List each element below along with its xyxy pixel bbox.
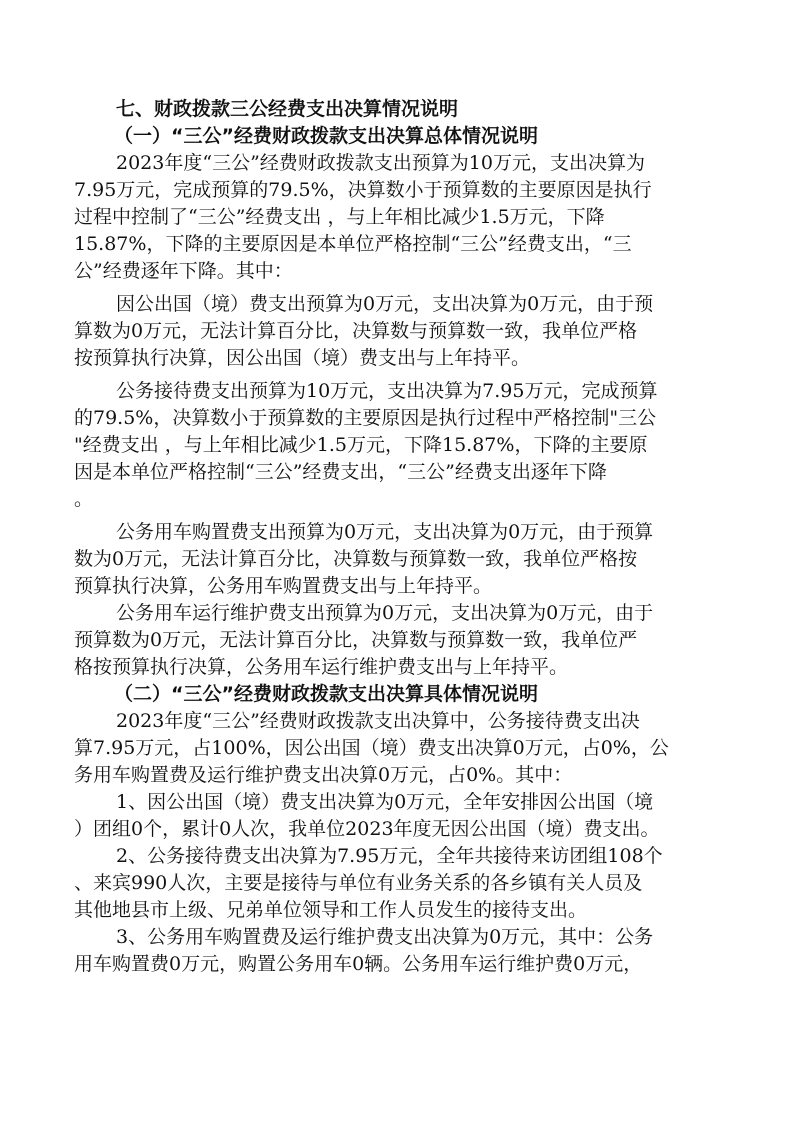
subsection-heading-2: （二）“三公”经费财政拨款支出决算具体情况说明 bbox=[114, 683, 538, 705]
paragraph-line: 15.87%，下降的主要原因是本单位严格控制“三公”经费支出，“三 bbox=[74, 233, 632, 255]
paragraph-line: 预算执行决算，公务用车购置费支出与上年持平。 bbox=[74, 575, 493, 597]
paragraph-line: 公”经费逐年下降。其中： bbox=[74, 260, 293, 282]
section-heading: 七、财政拨款三公经费支出决算情况说明 bbox=[116, 98, 459, 120]
paragraph-line: 算数为0万元，无法计算百分比，决算数与预算数一致，我单位严格 bbox=[74, 320, 638, 342]
paragraph-line: 。 bbox=[74, 488, 94, 510]
document-page bbox=[74, 96, 724, 978]
paragraph-line: 2023年度“三公”经费财政拨款支出预算为10万元，支出决算为 bbox=[116, 152, 645, 174]
paragraph-line: 公务用车运行维护费支出预算为0万元，支出决算为0万元，由于 bbox=[116, 602, 654, 624]
paragraph-line: 公务用车购置费支出预算为0万元，支出决算为0万元，由于预算 bbox=[116, 521, 654, 543]
paragraph-line: 公务接待费支出预算为10万元，支出决算为7.95万元，完成预算 bbox=[116, 380, 658, 402]
paragraph-line: 2023年度“三公”经费财政拨款支出决算中，公务接待费支出决 bbox=[116, 710, 640, 732]
paragraph-line: 7.95万元，完成预算的79.5%，决算数小于预算数的主要原因是执行 bbox=[74, 179, 652, 201]
paragraph-line: 预算数为0万元，无法计算百分比，决算数与预算数一致，我单位严 bbox=[74, 629, 638, 651]
paragraph-line: 其他地县市上级、兄弟单位领导和工作人员发生的接待支出。 bbox=[74, 899, 588, 921]
paragraph-line: "经费支出 ，与上年相比减少1.5万元，下降15.87%，下降的主要原 bbox=[74, 434, 648, 456]
paragraph-line: 务用车购置费及运行维护费支出决算0万元，占0%。其中： bbox=[74, 764, 573, 786]
subsection-heading-1: （一）“三公”经费财政拨款支出决算总体情况说明 bbox=[114, 125, 538, 147]
paragraph-line: 因是本单位严格控制“三公”经费支出，“三公”经费支出逐年下降 bbox=[74, 461, 607, 483]
paragraph-line: 因公出国（境）费支出预算为0万元，支出决算为0万元，由于预 bbox=[116, 293, 654, 315]
paragraph-line: 按预算执行决算，因公出国（境）费支出与上年持平。 bbox=[74, 347, 531, 369]
paragraph-line: 3、公务用车购置费及运行维护费支出决算为0万元，其中：公务 bbox=[116, 926, 654, 948]
paragraph-line: 2、公务接待费支出决算为7.95万元，全年共接待来访团组108个 bbox=[116, 845, 663, 867]
paragraph-line: ）团组0个，累计0人次，我单位2023年度无因公出国（境）费支出。 bbox=[74, 818, 660, 840]
paragraph-line: 用车购置费0万元，购置公务用车0辆。公务用车运行维护费0万元， bbox=[74, 953, 643, 975]
paragraph-line: 、来宾990人次，主要是接待与单位有业务关系的各乡镇有关人员及 bbox=[74, 872, 643, 894]
paragraph-line: 格按预算执行决算，公务用车运行维护费支出与上年持平。 bbox=[74, 656, 569, 678]
paragraph-line: 算7.95万元，占100%，因公出国（境）费支出决算0万元，占0%，公 bbox=[74, 737, 669, 759]
paragraph-line: 过程中控制了“三公”经费支出 ，与上年相比减少1.5万元，下降 bbox=[74, 206, 605, 228]
paragraph-line: 数为0万元，无法计算百分比，决算数与预算数一致，我单位严格按 bbox=[74, 548, 638, 570]
paragraph-line: 1、因公出国（境）费支出决算为0万元，全年安排因公出国（境 bbox=[116, 791, 654, 813]
paragraph-line: 的79.5%，决算数小于预算数的主要原因是执行过程中严格控制"三公 bbox=[74, 407, 657, 429]
